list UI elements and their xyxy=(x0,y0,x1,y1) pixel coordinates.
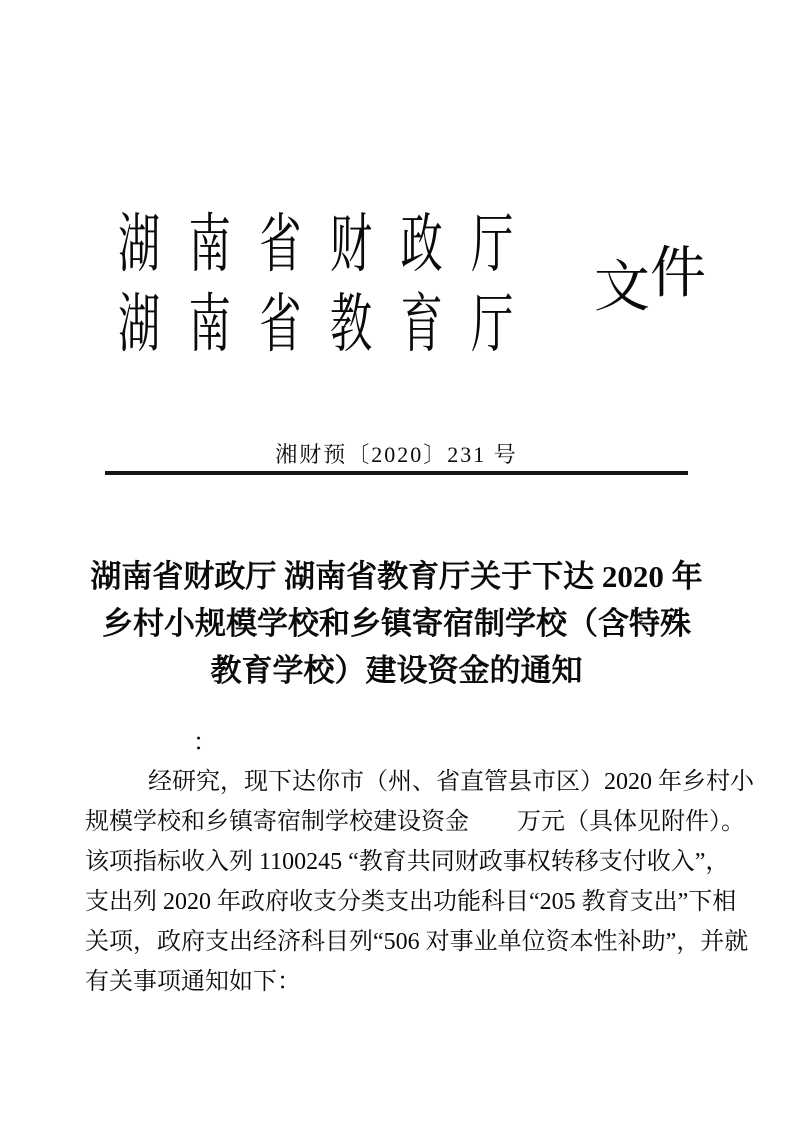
title-line: 湖南省财政厅 湖南省教育厅关于下达 2020 年 xyxy=(90,559,703,594)
document-type-label xyxy=(594,243,706,319)
org-name-education: 湖南省教育厅 xyxy=(118,289,542,360)
body-line: 经研究，现下达你市（州、省直管县市区）2020 年乡村小 xyxy=(148,769,754,795)
header-divider-rule xyxy=(105,471,688,475)
body-line: 规模学校和乡镇寄宿制学校建设资金 万元（具体见附件）。 xyxy=(85,809,745,835)
body-line: 有关事项通知如下： xyxy=(85,969,301,995)
body-line: 支出列 2020 年政府收支分类支出功能科目“205 教育支出”下相 xyxy=(85,889,737,915)
doc-label-char-wen: 文 xyxy=(594,257,650,319)
body-line: 关项，政府支出经济科目列“506 对事业单位资本性补助”，并就 xyxy=(85,929,749,955)
org-name-finance: 湖南省财政厅 xyxy=(118,209,542,280)
salutation-colon: ： xyxy=(193,730,217,756)
doc-label-char-jian: 件 xyxy=(650,243,706,305)
title-line: 乡村小规模学校和乡镇寄宿制学校（含特殊 xyxy=(102,606,691,641)
document-title xyxy=(60,553,733,694)
body-line: 该项指标收入列 1100245 “教育共同财政事权转移支付收入”， xyxy=(85,849,730,875)
body-paragraph xyxy=(85,762,754,1002)
document-number: 湘财预〔2020〕231 号 xyxy=(275,442,518,467)
title-line: 教育学校）建设资金的通知 xyxy=(210,653,583,688)
